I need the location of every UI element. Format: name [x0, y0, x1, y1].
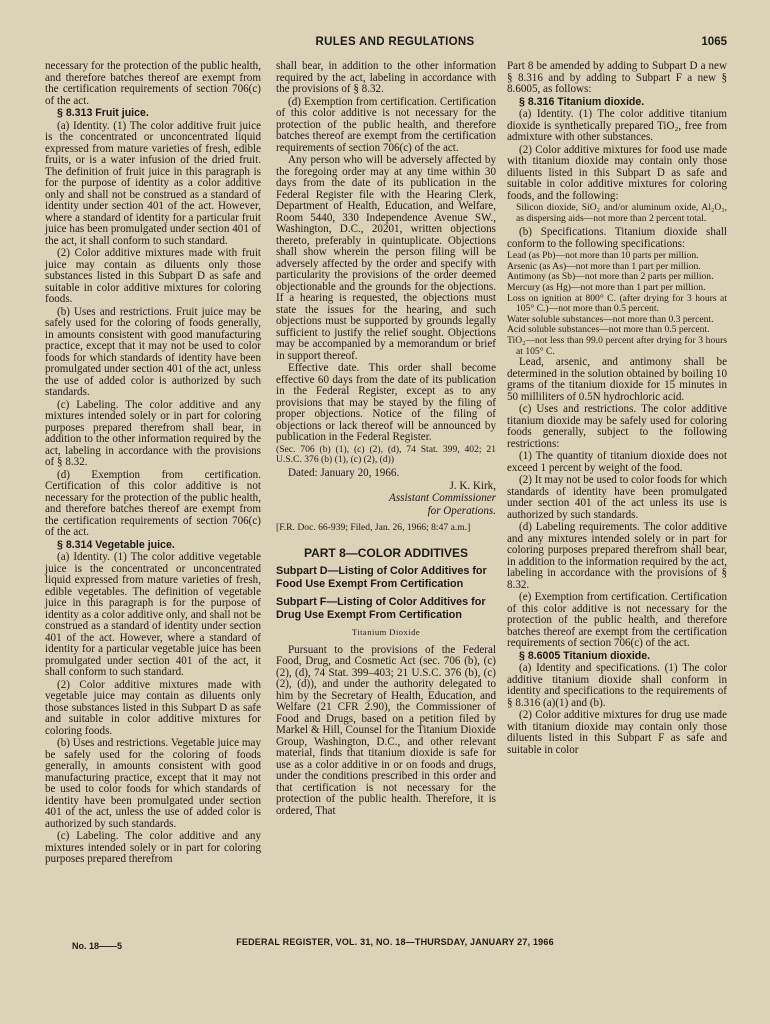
paragraph: (d) Exemption from certification. Certification of this color additive is not necessary for the protection of the public health, and therefore batches thereof are exempt from the certification requirements of section 706(c) of the act.: [276, 95, 496, 154]
paragraph: (a) Identity. (1) The color additive vegetable juice is the concentrated or unconcentrated liquid expressed from mature varieties of fresh, edible vegetables. The definition of vegetable juice in this paragraph is for the purpose of identity as a color additive only, and shall not be construed as a standard of identity under section 401 of the act. However, where a standard of identity for a particular vegetable juice has been promulgated under section 401 of the act, it shall conform to such standard.: [45, 551, 261, 678]
paragraph: Lead, arsenic, and antimony shall be determined in the solution obtained by boiling 10 grams of the titanium dioxide for 15 minutes in 50 milliliters of 0.5N hydrochloric acid.: [507, 356, 727, 403]
specification-item: Loss on ignition at 800° C. (after drying for 3 hours at 105° C.)—not more than 0.5 percent.: [507, 292, 727, 315]
dated-line: Dated: January 20, 1966.: [288, 467, 400, 480]
paragraph: (2) Color additive mixtures for food use made with titanium dioxide may contain only those diluents listed in this Subpart D as safe and suitable in color additive mixtures for coloring foods, and the following:: [507, 143, 727, 202]
column-2: [276, 61, 496, 818]
running-head-title: RULES AND REGULATIONS: [315, 36, 475, 48]
section-heading-8-6005: § 8.6005 Titanium dioxide.: [519, 649, 651, 662]
paragraph: (1) The quantity of titanium dioxide does not exceed 1 percent by weight of the food.: [507, 450, 727, 474]
subpart-d-heading: Subpart D—Listing of Color Additives for Food Use Exempt From Certification: [276, 565, 487, 590]
specification-item: Water soluble substances—not more than 0.3 percent.: [507, 313, 714, 325]
fr-doc-note: [F.R. Doc. 66-939; Filed, Jan. 26, 1966; 8:47 a.m.]: [276, 522, 471, 534]
part-heading: PART 8—COLOR ADDITIVES: [303, 545, 468, 560]
paragraph: (c) Uses and restrictions. The color additive titanium dioxide may be safely used for coloring foods generally, subject to the following restrictions:: [507, 403, 727, 450]
paragraph: (b) Uses and restrictions. Fruit juice may be safely used for the coloring of foods generally, in amounts consistent with good manufacturing practice, except that it may not be used to color foods for which standards of identity have been promulgated under section 401 of the act, unless the use of added color is authorized by such standards.: [45, 305, 261, 398]
specification-item: TiO₂—not less than 99.0 percent after drying for 3 hours at 105° C.: [507, 334, 727, 357]
signature-title: for Operations.: [427, 504, 496, 517]
paragraph: (c) Labeling. The color additive and any mixtures intended solely or in part for coloring purposes prepared therefrom: [45, 830, 261, 865]
paragraph: (2) Color additive mixtures for drug use made with titanium dioxide may contain only those diluents listed in this Subpart F as safe and suitable in color: [507, 709, 727, 756]
paragraph: (a) Identity and specifications. (1) The color additive titanium dioxide shall conform in identity and specifications to the requirements of § 8.316 (a)(1) and (b).: [507, 662, 727, 709]
column-3: [507, 61, 727, 757]
subpart-f-heading: Subpart F—Listing of Color Additives for Drug Use Exempt From Certification: [276, 596, 486, 621]
paragraph: (2) Color additive mixtures made with fruit juice may contain as diluents only those substances listed in this Subpart D as safe and suitable in color additive mixtures for coloring foods.: [45, 247, 261, 305]
signature-name: J. K. Kirk,: [449, 479, 496, 492]
paragraph: Any person who will be adversely affected by the foregoing order may at any time within 30 days from the date of its publication in the Federal Register file with the Hearing Clerk, Department of Health, Education, and Welfare, Room 5440, 330 Independence Avenue SW., Washington, D.C., 20201, written objections thereto, preferably in quintuplicate. Objections shall show wherein the person filing will be adversely affected by the order and specify with particularity the provisions of the order deemed objectionable and the grounds for the objections. If a hearing is requested, the objections must state the issues for the hearing, and such objections must be supported by grounds legally sufficient to justify the relief sought. Objections may be accompanied by a memorandum or brief in support thereof.: [276, 154, 496, 362]
issue-number: No. 18——5: [72, 941, 123, 951]
paragraph: (2) It may not be used to color foods for which standards of identity have been promulgated under section 401 of the act unless its use is authorized by such standards.: [507, 474, 727, 521]
section-heading-8-314: § 8.314 Vegetable juice.: [57, 538, 175, 551]
specification-item: Acid soluble substances—not more than 0.5 percent.: [507, 324, 710, 336]
paragraph: shall bear, in addition to the other information required by the act, labeling in accordance with the provisions of § 8.32.: [276, 60, 496, 95]
paragraph: Effective date. This order shall become effective 60 days from the date of its publication in the Federal Register, except as to any provisions that may be stayed by the filing of proper objections. Notice of the filing of objections or lack thereof will be announced by publication in the Federal Register.: [276, 362, 496, 443]
paragraph: (b) Specifications. Titanium dioxide shall conform to the following specifications:: [507, 226, 727, 250]
paragraph: (a) Identity. (1) The color additive fruit juice is the concentrated or unconcentrated liquid expressed from mature varieties of fresh, edible fruits, or is a water infusion of the dried fruit. The definition of fruit juice in this paragraph is for the purpose of identity as a color additive only and shall not be construed as a standard of identity under section 401 of the act. However, where a standard of identity for a particular fruit juice has been promulgated under section 401 of the act, it shall conform to such standard.: [45, 119, 261, 247]
diluent-list: Silicon dioxide, SiO₂ and/or aluminum oxide, Al₂O₃, as dispersing aids—not more than 2 percent total.: [516, 202, 727, 224]
paragraph: (b) Uses and restrictions. Vegetable juice may be safely used for the coloring of foods generally, in amounts consistent with good manufacturing practice, except that it may not be used to color foods for which standards of identity have been promulgated under section 401 of the act, unless the use of added color is authorized by such standards.: [45, 737, 261, 830]
paragraph: (c) Labeling. The color additive and any mixtures intended solely or in part for coloring purposes prepared therefrom shall bear, in addition to the other information required by the act, labeling in accordance with the provisions of § 8.32.: [45, 398, 261, 468]
footer-line: FEDERAL REGISTER, VOL. 31, NO. 18—THURSDAY, JANUARY 27, 1966: [236, 937, 554, 947]
paragraph: (e) Exemption from certification. Certification of this color additive is not necessary for the protection of the public health, and therefore batches thereof are exempt from the certification requirements of section 706(c) of the act.: [507, 591, 727, 650]
specification-item: Lead (as Pb)—not more than 10 parts per million.: [507, 250, 699, 262]
column-1: [45, 61, 261, 867]
paragraph: (a) Identity. (1) The color additive titanium dioxide is synthetically prepared TiO₂, free from admixture with other substances.: [507, 108, 727, 143]
paragraph: Pursuant to the provisions of the Federal Food, Drug, and Cosmetic Act (sec. 706 (b), (c)(2), (d), 74 Stat. 399–403; 21 U.S.C. 376 (b), (c)(2), (d)), and under the authority delegated to him by the Secretary of Health, Education, and Welfare (21 CFR 2.90), the Commissioner of Food and Drugs, based on a petition filed by Markel & Hill, Counsel for the Titanium Dioxide Group, Washington, D.C., and other relevant material, finds that titanium dioxide is safe for use as a color additive in or on foods and drugs, under the conditions prescribed in this order and that certification is not necessary for the protection of the public health. Therefore, it is ordered, That: [276, 643, 496, 817]
paragraph: (2) Color additive mixtures made with vegetable juice may contain as diluents only those substances listed in this Subpart D as safe and suitable in color additive mixtures for coloring foods.: [45, 678, 261, 737]
page-number: 1065: [701, 36, 727, 48]
paragraph: necessary for the protection of the public health, and therefore batches thereof are exempt from the certification requirements of section 706(c) of the act.: [45, 60, 261, 107]
paragraph: (d) Labeling requirements. The color additive and any mixtures intended solely or in part for coloring purposes prepared therefrom shall bear, in addition to the information required by the act, labeling in accordance with the provisions of § 8.32.: [507, 521, 727, 591]
specification-item: Arsenic (as As)—not more than 1 part per million.: [507, 260, 701, 272]
specification-item: Antimony (as Sb)—not more than 2 parts per million.: [507, 271, 714, 283]
paragraph: Part 8 be amended by adding to Subpart D a new § 8.316 and by adding to Subpart F a new § 8.6005, as follows:: [507, 60, 727, 95]
section-heading-8-313: § 8.313 Fruit juice.: [57, 107, 149, 119]
specification-item: Mercury (as Hg)—not more than 1 part per million.: [507, 281, 706, 293]
section-heading-8-316: § 8.316 Titanium dioxide.: [519, 95, 645, 108]
paragraph: (d) Exemption from certification. Certification of this color additive is not necessary for the protection of the public health, and therefore batches thereof are exempt from the certification requirements of section 706(c) of the act.: [45, 468, 261, 538]
subject-heading: Titanium Dioxide: [351, 627, 421, 638]
signature-title: Assistant Commissioner: [389, 492, 496, 505]
statutory-citation: (Sec. 706 (b) (1), (c) (2), (d), 74 Stat. 399, 402; 21 U.S.C. 376 (b) (1), (c) (2), (d)): [276, 443, 496, 466]
